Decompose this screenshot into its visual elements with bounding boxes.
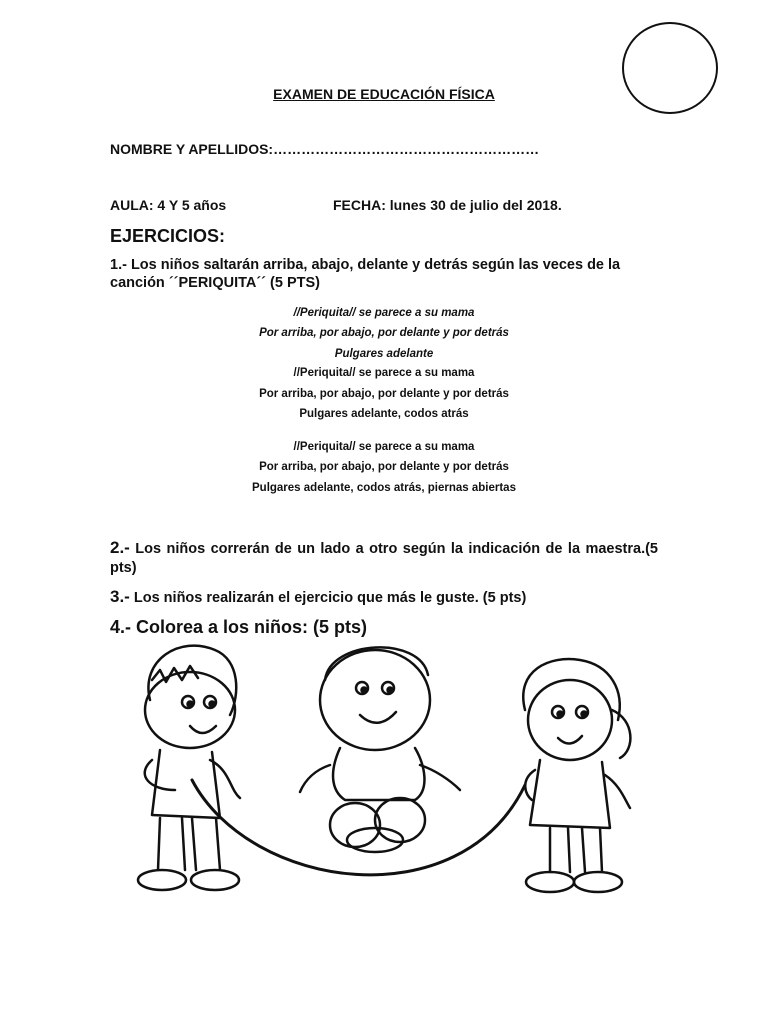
left-boy-figure xyxy=(138,646,240,890)
aula-label: AULA: 4 Y 5 años xyxy=(110,197,227,213)
name-field xyxy=(110,141,539,157)
question-4: 4.- Colorea a los niños: (5 pts) xyxy=(110,617,368,637)
question-number: 2.- xyxy=(110,538,130,557)
song-line: Pulgares adelante, codos atrás xyxy=(299,408,469,420)
song-line: Por arriba, por abajo, por delante y por detrás xyxy=(259,388,509,400)
song-line: Pulgares adelante xyxy=(334,348,434,360)
song-line: Por arriba, por abajo, por delante y por detrás xyxy=(259,461,509,473)
question-2 xyxy=(110,538,658,578)
song-line: //Periquita// se parece a su mama xyxy=(293,441,475,453)
date-label: FECHA: lunes 30 de julio del 2018. xyxy=(333,197,562,213)
middle-boy-figure xyxy=(300,647,460,852)
question-number: 3.- xyxy=(110,587,130,606)
right-girl-figure xyxy=(523,659,630,892)
name-label: NOMBRE Y APELLIDOS: xyxy=(110,141,274,157)
question-1: 1.- Los niños saltarán arriba, abajo, delante y detrás según las veces de la canción ´´PERIQUITA´´ (5 PTS) xyxy=(110,257,621,291)
song-line: //Periquita// se parece a su mama xyxy=(293,307,475,319)
song-line: Por arriba, por abajo, por delante y por detrás xyxy=(259,327,509,339)
jump-rope xyxy=(192,780,525,875)
song-line: Pulgares adelante, codos atrás, piernas abiertas xyxy=(252,482,516,494)
song-line: //Periquita// se parece a su mama xyxy=(293,367,475,379)
section-heading: EJERCICIOS: xyxy=(110,226,226,246)
question-text: Los niños realizarán el ejercicio que más le guste. (5 pts) xyxy=(129,590,527,606)
name-dots: ………………………………………………… xyxy=(273,141,540,157)
question-text: Los niños correrán de un lado a otro según la indicación de la maestra.(5 pts) xyxy=(110,541,658,576)
question-3 xyxy=(110,587,526,607)
page-title: EXAMEN DE EDUCACIÓN FÍSICA xyxy=(273,86,495,102)
children-jump-rope-illustration xyxy=(130,640,640,910)
